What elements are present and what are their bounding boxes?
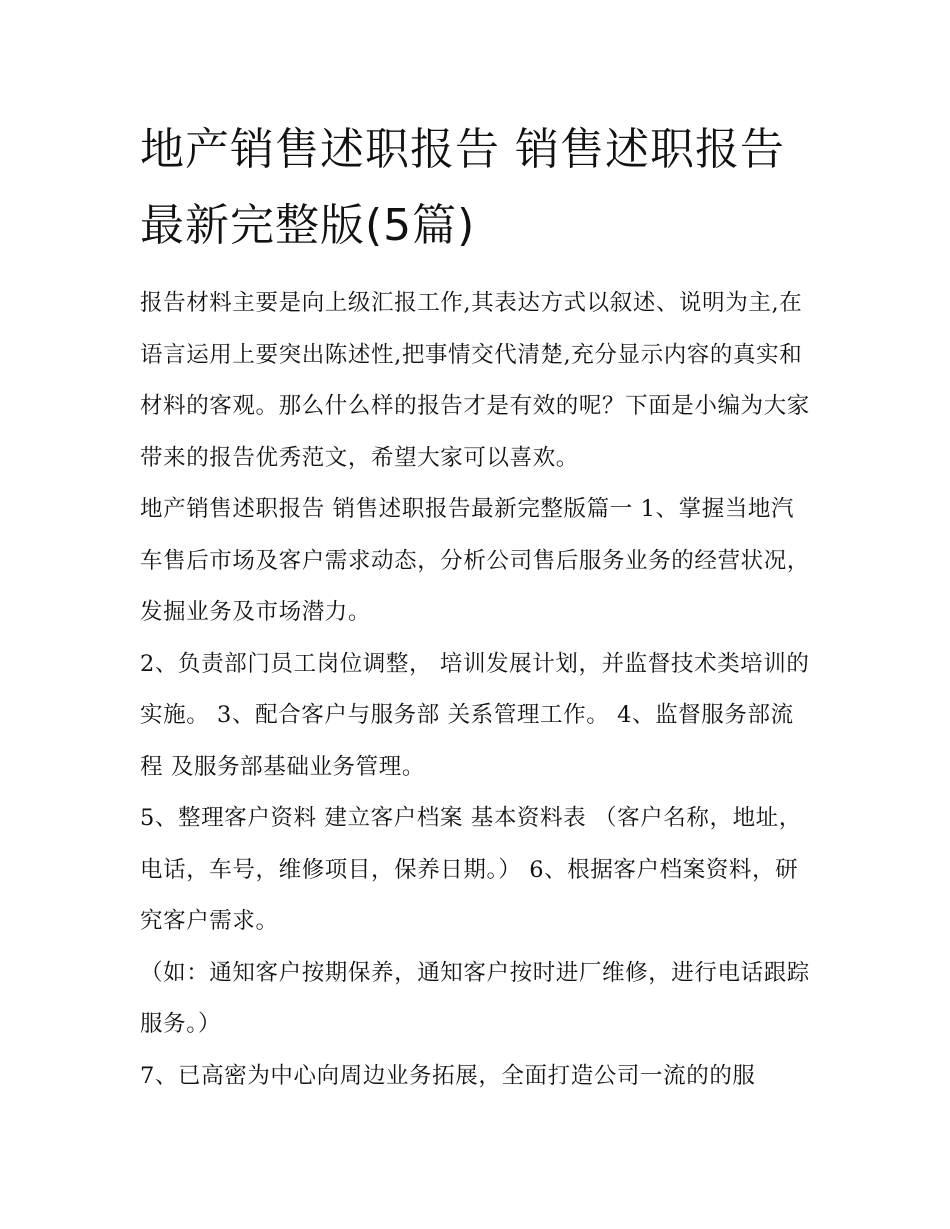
paragraph-item-5-6: 5、整理客户资料 建立客户档案 基本资料表 （客户名称，地址，电话，车号，维修项目，保养日期。） 6、根据客户档案资料，研究客户需求。 [140,805,802,934]
paragraph-intro: 报告材料主要是向上级汇报工作,其表达方式以叙述、说明为主,在语言运用上要突出陈述性,把事情交代清楚,充分显示内容的真实和材料的客观。那么什么样的报告才是有效的呢？下面是小编为大家带来的报告优秀范文，希望大家可以喜欢。 [140,290,810,471]
paragraph-note: （如：通知客户按期保养，通知客户按时进厂维修，进行电话跟踪服务。） [140,959,810,1037]
document-page [140,112,812,1102]
paragraph-item-7: 7、已高密为中心向周边业务拓展，全面打造公司一流的的服 [140,1062,756,1089]
document-title: 地产销售述职报告 销售述职报告最新完整版(5篇) [140,124,785,251]
paragraph-item-2-4: 2、负责部门员工岗位调整， 培训发展计划，并监督技术类培训的实施。 3、配合客户与服务部 关系管理工作。 4、监督服务部流程 及服务部基础业务管理。 [140,650,810,780]
paragraph-section-1: 地产销售述职报告 销售述职报告最新完整版篇一 1、掌握当地汽车售后市场及客户需求动态，分析公司售后服务业务的经营状况，发掘业务及市场潜力。 [140,496,810,625]
